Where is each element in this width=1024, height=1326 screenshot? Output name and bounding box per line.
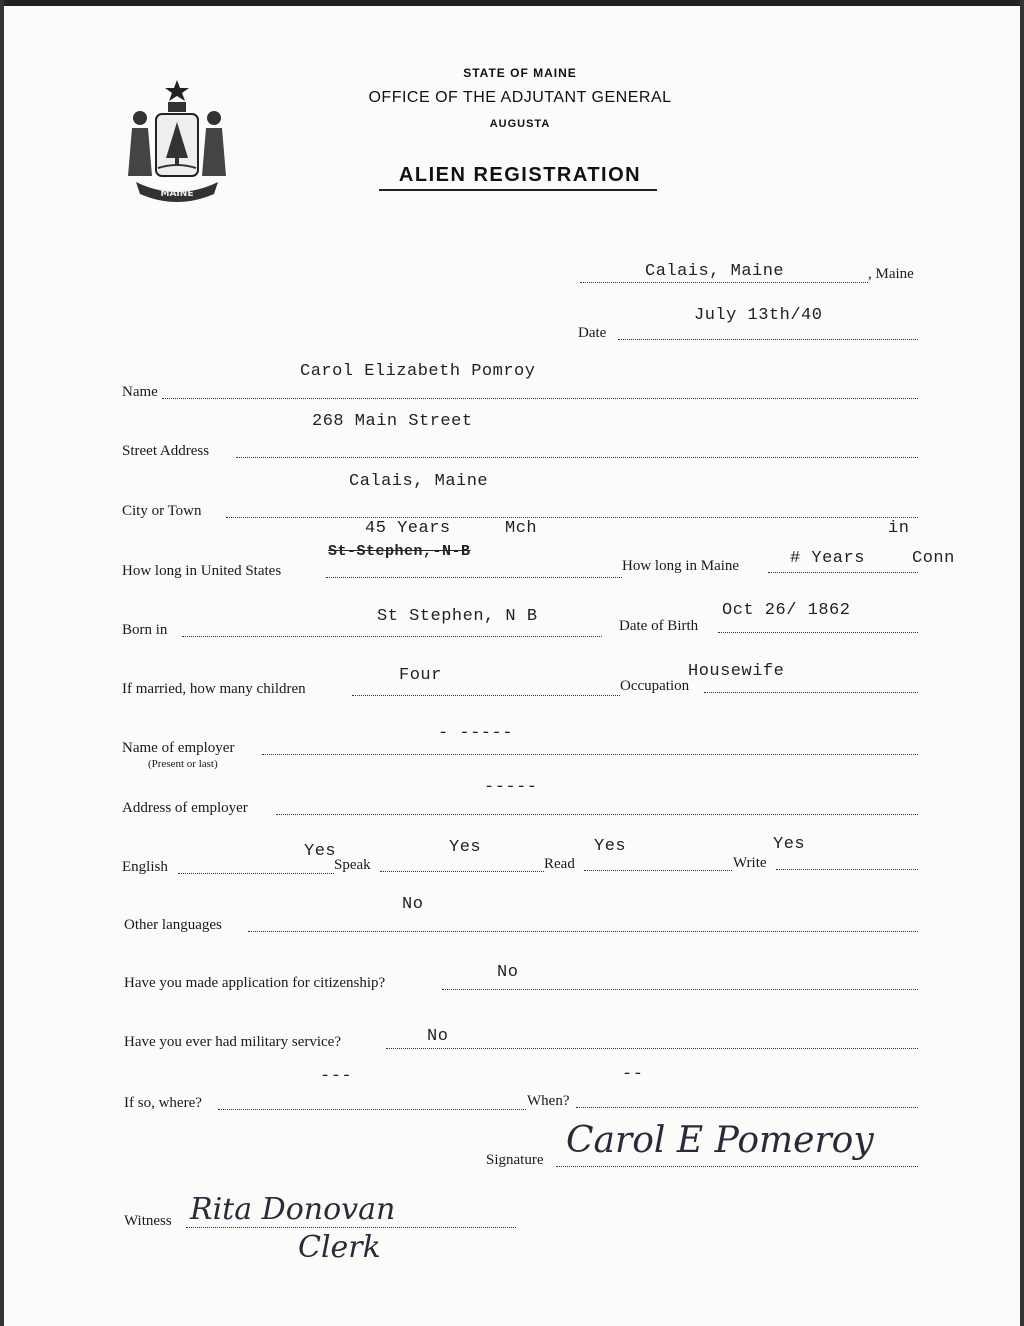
military-line <box>386 1048 918 1049</box>
military-value: No <box>427 1027 449 1046</box>
if-so-where-line <box>218 1109 526 1110</box>
scan-border-right <box>1020 0 1024 1326</box>
read-value: Yes <box>594 837 627 856</box>
read-label: Read <box>544 856 575 872</box>
when-label: When? <box>527 1093 570 1109</box>
employer-name-sublabel: (Present or last) <box>148 758 218 770</box>
how-long-maine-line <box>768 572 918 573</box>
if-so-where-label: If so, where? <box>124 1095 202 1111</box>
how-long-us-value: 45 Years <box>365 519 451 538</box>
how-long-us-struck-value: St-Stephen,-N-B <box>328 543 471 560</box>
other-languages-value: No <box>402 895 424 914</box>
witness-title-handwriting: Clerk <box>298 1230 381 1265</box>
employer-name-line <box>262 754 918 755</box>
header-state: STATE OF MAINE <box>463 66 577 80</box>
employer-name-value: - ----- <box>438 724 513 743</box>
date-line <box>618 339 918 340</box>
when-value: -- <box>622 1065 644 1084</box>
write-value: Yes <box>773 835 806 854</box>
street-address-line <box>236 457 918 458</box>
svg-text:MAINE: MAINE <box>160 189 194 199</box>
children-label: If married, how many children <box>122 681 306 697</box>
place-suffix: , Maine <box>868 266 914 282</box>
city-line <box>226 517 918 518</box>
english-line <box>178 873 334 874</box>
citizenship-value: No <box>497 963 519 982</box>
date-label: Date <box>578 325 607 341</box>
how-long-maine-note-in: in <box>888 519 910 538</box>
name-line <box>162 398 918 399</box>
street-address-label: Street Address <box>122 443 210 459</box>
how-long-maine-label: How long in Maine <box>622 558 740 574</box>
born-in-line <box>182 636 602 637</box>
employer-address-value: ----- <box>484 778 538 797</box>
other-languages-label: Other languages <box>124 917 222 933</box>
name-label: Name <box>122 384 158 400</box>
english-value: Yes <box>304 842 337 861</box>
scan-border-left <box>0 0 4 1326</box>
speak-label: Speak <box>334 857 371 873</box>
signature-handwriting: Carol E Pomeroy <box>566 1120 874 1161</box>
witness-label: Witness <box>124 1213 172 1229</box>
write-label: Write <box>733 855 767 871</box>
english-label: English <box>122 859 168 875</box>
speak-value: Yes <box>449 838 482 857</box>
street-address-value: 268 Main Street <box>312 412 473 431</box>
how-long-maine-value: # Years <box>790 549 865 568</box>
date-of-birth-label: Date of Birth <box>619 618 699 634</box>
children-line <box>352 695 620 696</box>
employer-address-label: Address of employer <box>122 800 248 816</box>
when-line <box>576 1107 918 1108</box>
citizenship-label: Have you made application for citizenship? <box>124 975 386 991</box>
occupation-value: Housewife <box>688 662 785 681</box>
date-of-birth-line <box>718 632 918 633</box>
place-value: Calais, Maine <box>645 262 785 281</box>
how-long-us-label: How long in United States <box>122 563 282 579</box>
speak-line <box>380 871 544 872</box>
if-so-where-value: --- <box>320 1067 353 1086</box>
other-languages-line <box>248 931 918 932</box>
employer-address-line <box>276 814 918 815</box>
read-line <box>584 870 732 871</box>
how-long-us-line <box>326 577 622 578</box>
date-value: July 13th/40 <box>694 306 823 325</box>
write-line <box>776 869 918 870</box>
title-underline <box>379 189 657 191</box>
signature-label: Signature <box>486 1152 544 1168</box>
military-label: Have you ever had military service? <box>124 1034 341 1050</box>
born-in-label: Born in <box>122 622 168 638</box>
scan-border-top <box>0 0 1024 6</box>
occupation-label: Occupation <box>620 678 690 694</box>
how-long-us-extra: Mch <box>505 519 538 538</box>
occupation-line <box>704 692 918 693</box>
signature-line <box>556 1166 918 1167</box>
witness-handwriting: Rita Donovan <box>190 1192 396 1227</box>
born-in-value: St Stephen, N B <box>377 607 538 626</box>
form-title: ALIEN REGISTRATION <box>398 164 642 186</box>
name-value: Carol Elizabeth Pomroy <box>300 362 536 381</box>
place-line <box>580 282 868 283</box>
children-value: Four <box>399 666 442 685</box>
city-value: Calais, Maine <box>349 472 489 491</box>
how-long-maine-note-conn: Conn <box>912 549 955 568</box>
header-city: AUGUSTA <box>489 118 551 130</box>
date-of-birth-value: Oct 26/ 1862 <box>722 601 851 620</box>
employer-name-label: Name of employer <box>122 740 235 756</box>
citizenship-line <box>442 989 918 990</box>
header-office: OFFICE OF THE ADJUTANT GENERAL <box>368 89 672 106</box>
witness-line <box>186 1227 516 1228</box>
city-label: City or Town <box>122 503 202 519</box>
